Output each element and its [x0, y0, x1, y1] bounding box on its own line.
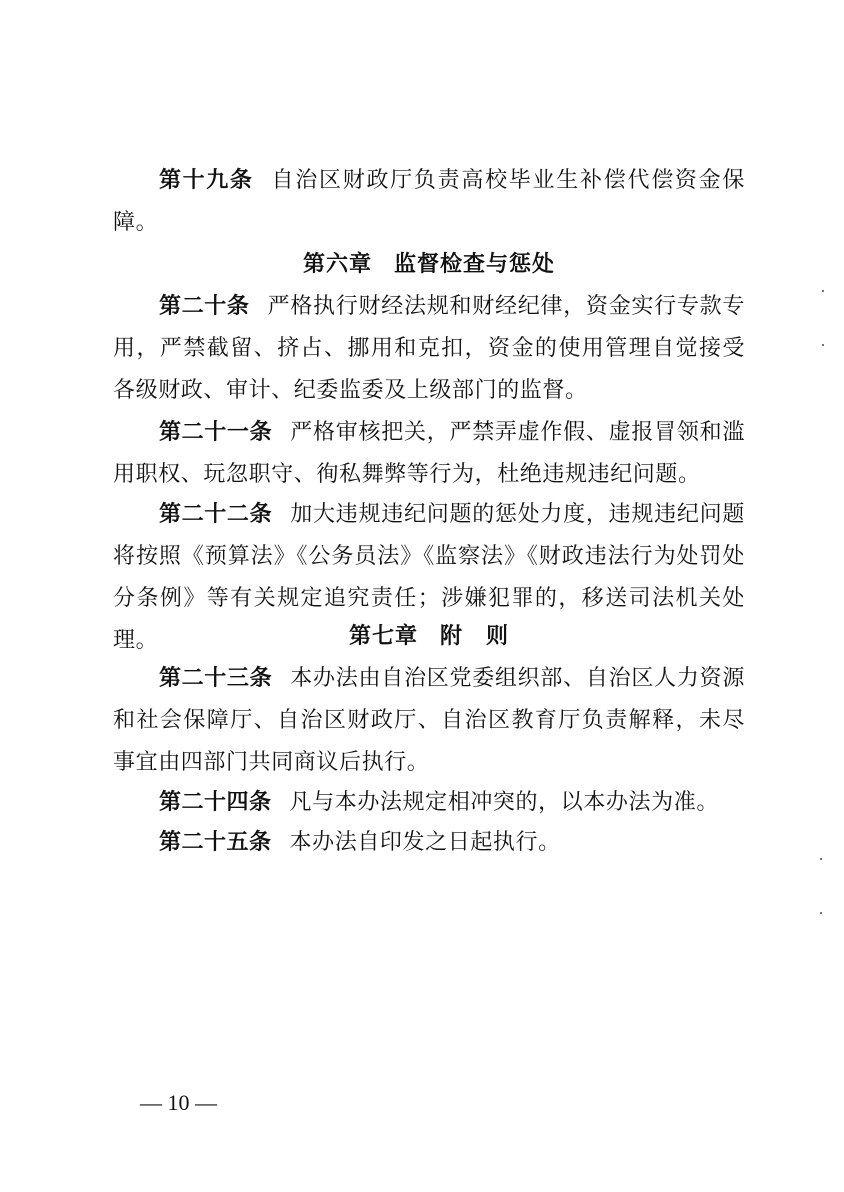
article-text: 严格审核把关，严禁弄虚作假、虚报冒领和滥用职权、玩忽职守、徇私舞弊等行为，杜绝违规违纪问题。 [113, 420, 745, 487]
article-24 [113, 782, 745, 824]
article-number: 第二十五条 [159, 830, 272, 855]
article-23 [113, 658, 745, 784]
article-number: 第十九条 [159, 168, 254, 193]
scan-speck [822, 344, 824, 346]
article-19 [113, 160, 745, 244]
article-number: 第二十三条 [159, 666, 273, 691]
article-25 [113, 822, 745, 864]
scan-speck [822, 290, 824, 292]
chapter-6-heading [113, 244, 745, 286]
scan-speck [820, 858, 822, 860]
article-text: 自治区财政厅负责高校毕业生补偿代偿资金保障。 [113, 168, 745, 235]
chapter-7-heading [113, 616, 745, 658]
chapter-title: 附 则 [440, 624, 510, 649]
chapter-number: 第七章 [348, 624, 418, 649]
article-number: 第二十四条 [159, 790, 272, 815]
article-number: 第二十条 [159, 294, 250, 319]
article-21 [113, 412, 745, 496]
chapter-title: 监督检查与惩处 [394, 252, 556, 277]
chapter-number: 第六章 [302, 252, 372, 277]
article-number: 第二十一条 [159, 420, 273, 445]
article-number: 第二十二条 [159, 502, 273, 527]
article-text: 严格执行财经法规和财经纪律，资金实行专款专用，严禁截留、挤占、挪用和克扣，资金的使用管理自觉接受各级财政、审计、纪委监委及上级部门的监督。 [113, 294, 745, 403]
scan-speck [820, 912, 822, 914]
article-text: 加大违规违纪问题的惩处力度，违规违纪问题将按照《预算法》《公务员法》《监察法》《财政违法行为处罚处分条例》等有关规定追究责任；涉嫌犯罪的，移送司法机关处理。 [113, 502, 745, 653]
article-20 [113, 286, 745, 412]
page-number: — 10 — [140, 1090, 217, 1115]
article-text: 本办法由自治区党委组织部、自治区人力资源和社会保障厅、自治区财政厅、自治区教育厅负责解释，未尽事宜由四部门共同商议后执行。 [113, 666, 745, 775]
article-text: 本办法自印发之日起执行。 [289, 830, 561, 855]
article-text: 凡与本办法规定相冲突的，以本办法为准。 [289, 790, 719, 815]
